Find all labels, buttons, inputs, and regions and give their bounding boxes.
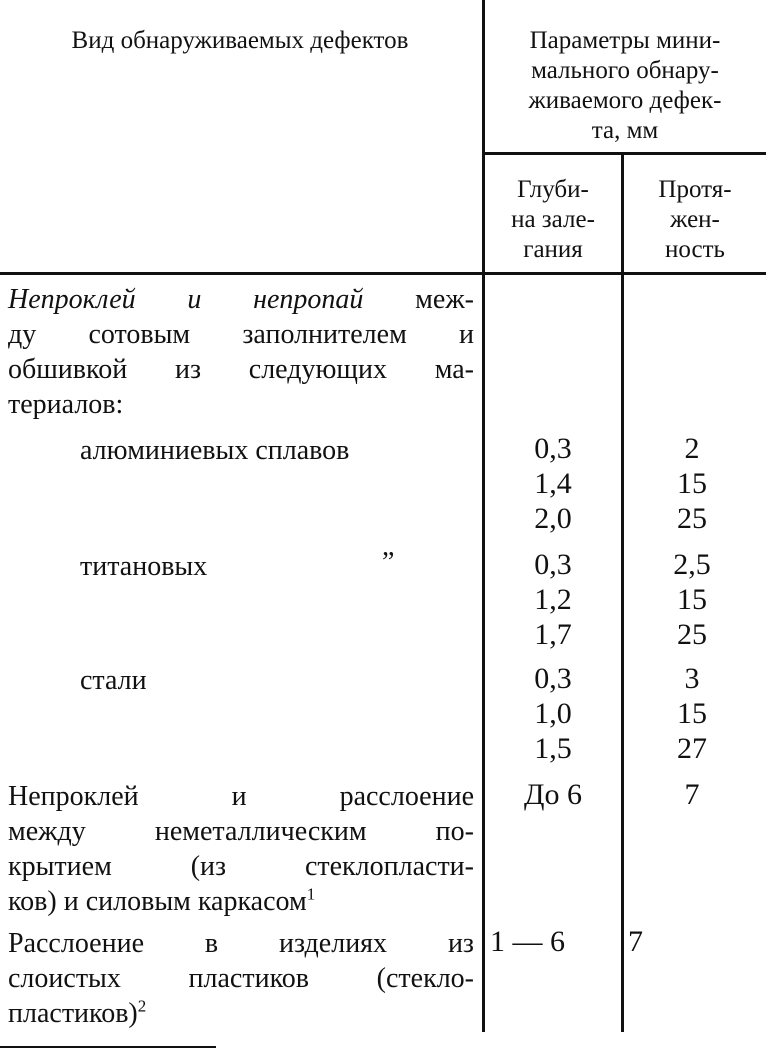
footnote-marker: 2 xyxy=(137,996,147,1016)
footnote-rule xyxy=(0,1046,216,1048)
header-group-line: живаемого дефек- xyxy=(528,87,722,114)
row-3-line: слоистых пластиков (стекло- xyxy=(8,963,474,994)
row-2-line: между неметаллическим по- xyxy=(8,816,474,847)
header-length-line: ность xyxy=(665,236,725,263)
length-value: 27 xyxy=(677,732,707,765)
header-subdivider xyxy=(482,152,766,155)
header-defect-type: Вид обнаруживаемых дефектов xyxy=(71,27,409,54)
depth-value: 0,3 xyxy=(534,548,572,581)
length-value: 15 xyxy=(677,697,707,730)
depth-value: 2,0 xyxy=(534,502,572,535)
length-value: 25 xyxy=(677,618,707,651)
depth-value: 1 — 6 xyxy=(490,925,565,958)
length-value: 25 xyxy=(677,502,707,535)
length-value: 7 xyxy=(628,925,643,958)
header-group-line: мального обнару- xyxy=(531,57,719,84)
depth-value: 1,5 xyxy=(534,732,572,765)
material-name: стали xyxy=(80,665,147,696)
depth-value: 1,7 xyxy=(534,618,572,651)
depth-value: 0,3 xyxy=(534,662,572,695)
column-divider-sub xyxy=(621,153,624,275)
row-3-line: Расслоение в изделиях из xyxy=(8,928,474,959)
header-depth-line: на зале- xyxy=(511,206,595,233)
header-length-line: жен- xyxy=(670,206,720,233)
row-2-line: ков) и силовым каркасом$^1$ xyxy=(8,884,316,917)
ditto-mark: ” xyxy=(382,547,395,578)
footnote-marker: 1 xyxy=(306,884,316,904)
section-1-line: ду сотовым заполнителем и xyxy=(8,319,474,350)
row-2-line: Непроклей и расслоение xyxy=(8,781,474,812)
row-2-line: крытием (из стеклопласти- xyxy=(8,851,474,882)
header-bottom-rule xyxy=(0,272,766,275)
header-depth-line: гания xyxy=(523,236,583,263)
material-name: титановых xyxy=(80,551,208,582)
material-name: алюминиевых сплавов xyxy=(80,435,350,466)
length-value: 7 xyxy=(684,778,700,811)
length-value: 15 xyxy=(677,583,707,616)
section-1-line: обшивкой из следующих ма- xyxy=(8,354,474,385)
length-value: 3 xyxy=(684,662,700,695)
length-value: 2,5 xyxy=(673,548,711,581)
header-group-line: та, мм xyxy=(591,117,659,144)
depth-value: 0,3 xyxy=(534,432,572,465)
depth-value: 1,2 xyxy=(534,583,572,616)
depth-value: До 6 xyxy=(524,778,582,811)
header-length-line: Протя- xyxy=(658,176,732,203)
depth-value: 1,4 xyxy=(534,467,572,500)
section-1-line: териалов: xyxy=(8,389,124,420)
section-1-line: Непроклей и непропай меж- xyxy=(8,284,474,315)
length-value: 2 xyxy=(684,432,700,465)
header-group-line: Параметры мини- xyxy=(529,27,721,54)
row-3-line: пластиков)$^2$ xyxy=(8,996,147,1029)
column-divider-sub-lower xyxy=(621,275,624,1032)
header-depth-line: Глуби- xyxy=(517,176,589,203)
depth-value: 1,0 xyxy=(534,697,572,730)
length-value: 15 xyxy=(677,467,707,500)
